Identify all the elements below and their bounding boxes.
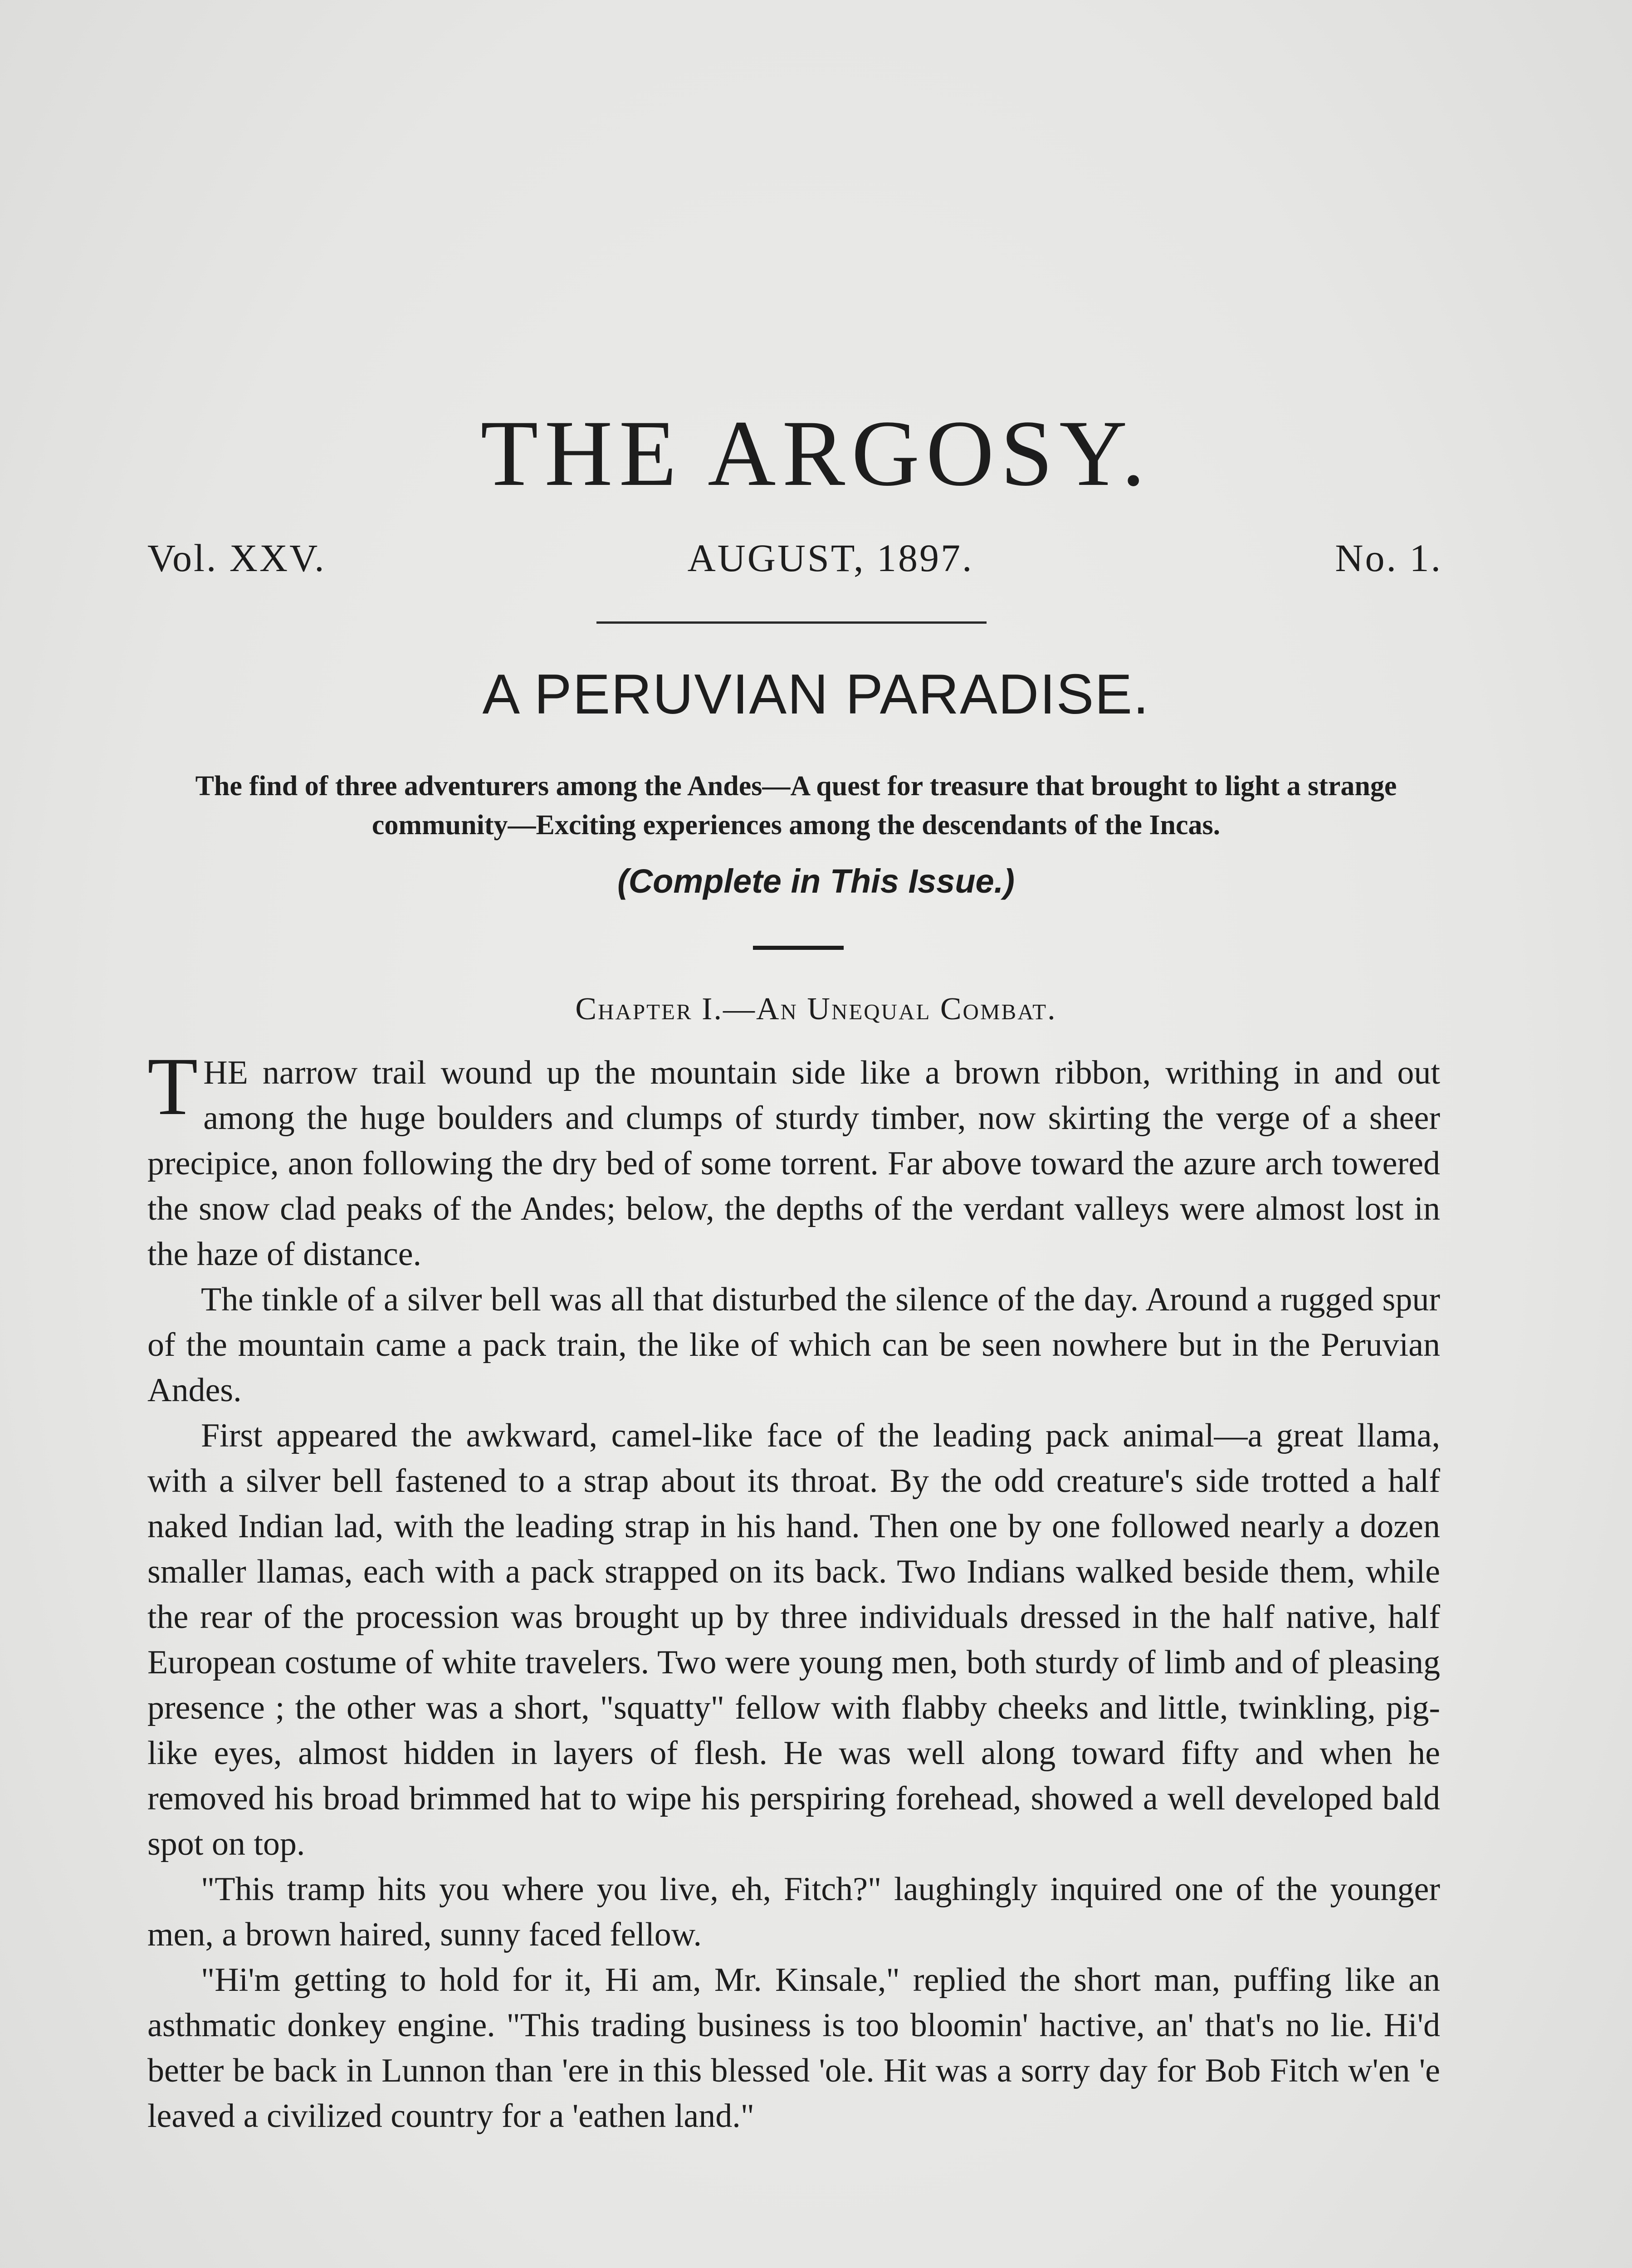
paragraph: "Hi'm getting to hold for it, Hi am, Mr. Kinsale," replied the short man, puffing like an asthmatic donkey engine. "This trading business is too bloomin' hactive, an' that's no lie. Hi'd better be back in Lunnon than 'ere in this blessed 'ole. Hit was a sorry day for Bob Fitch w'en 'e leaved a civilized country for a 'eathen land."	[147, 1961, 1440, 2135]
story-body	[147, 1041, 1440, 2139]
chapter-heading: Chapter I.—An Unequal Combat.	[575, 992, 1057, 1026]
paragraph-text: HE narrow trail wound up the mountain side like a brown ribbon, writhing in and out among the huge boulders and clumps of sturdy timber, now skirting the verge of a sheer precipice, anon following the dry bed of some torrent. Far above toward the azure arch towered the snow clad peaks of the Andes; below, the depths of the verdant valleys were almost lost in the haze of distance.	[147, 1054, 1440, 1273]
paragraph: First appeared the awkward, camel-like face of the leading pack animal—a great llama, with a silver bell fastened to a strap about its throat. By the odd creature's side trotted a half naked Indian lad, with the leading strap in his hand. Then one by one followed nearly a dozen smaller llamas, each with a pack strapped on its back. Two Indians walked beside them, while the rear of the procession was brought up by three individuals dressed in the half native, half European costume of white travelers. Two were young men, both sturdy of limb and of pleasing presence ; the other was a short, "squatty" fellow with flabby cheeks and little, twinkling, pig-like eyes, almost hidden in layers of flesh. He was well along toward fifty and when he removed his broad brimmed hat to wipe his perspiring forehead, showed a well developed bald spot on top.	[147, 1417, 1440, 1862]
section-divider	[753, 946, 844, 950]
volume-label: Vol. XXV.	[147, 536, 326, 580]
paragraph: "This tramp hits you where you live, eh, Fitch?" laughingly inquired one of the younger men, a brown haired, sunny faced fellow.	[147, 1871, 1440, 1953]
issue-line	[147, 535, 1442, 581]
masthead-title: THE ARGOSY.	[480, 401, 1152, 505]
story-title: A PERUVIAN PARADISE.	[482, 663, 1150, 726]
drop-cap: T	[147, 1041, 198, 1132]
header-divider	[596, 621, 987, 624]
paragraph	[147, 1041, 1440, 1277]
issue-number: No. 1.	[1335, 536, 1442, 580]
story-deck: The find of three adventurers among the Andes—A quest for treasure that brought to light a strange community—Exciting experiences among the descendants of the Incas.	[195, 771, 1397, 841]
paragraph: The tinkle of a silver bell was all that disturbed the silence of the day. Around a rugged spur of the mountain came a pack train, the like of which can be seen nowhere but in the Peruvian Andes.	[147, 1281, 1440, 1409]
complete-notice: (Complete in This Issue.)	[617, 862, 1015, 900]
issue-date: AUGUST, 1897.	[687, 536, 974, 580]
